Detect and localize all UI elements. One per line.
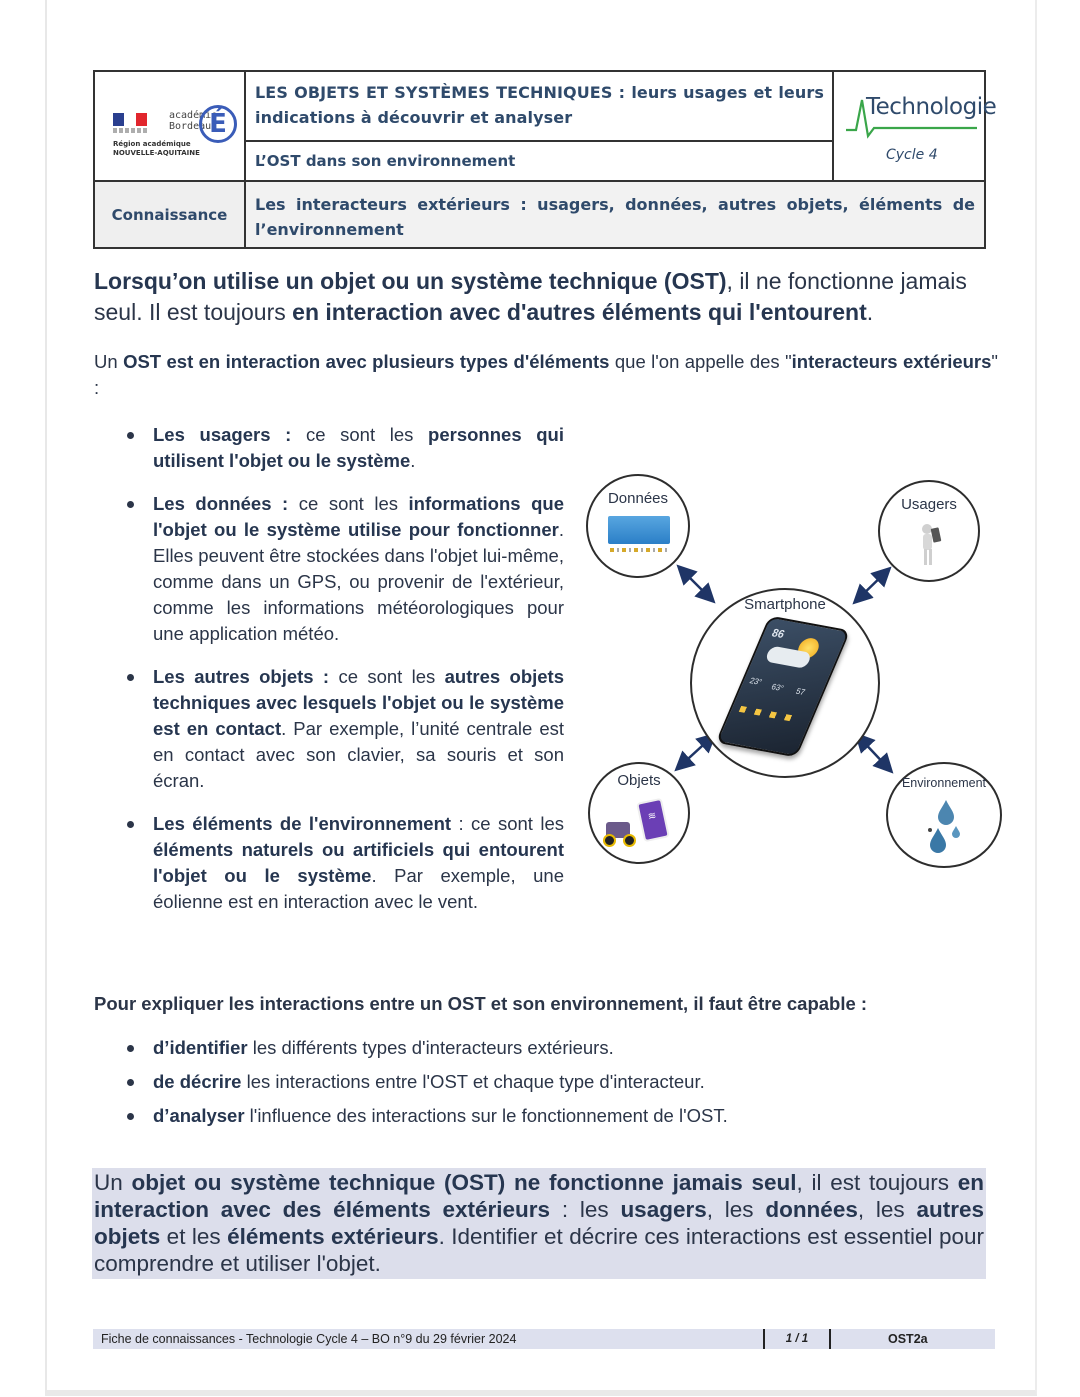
- cycle-label: Cycle 4: [886, 147, 938, 163]
- skills-list: [124, 1036, 924, 1138]
- node-smartphone: Smartphone 86 23° 63° 57: [690, 588, 880, 778]
- footer-document-info: Fiche de connaissances - Technologie Cycle 4 – BO n°9 du 29 février 2024: [101, 1332, 517, 1346]
- academy-logo: [95, 72, 246, 182]
- header-subtitle-cell: [246, 142, 834, 182]
- user-figure-icon: [914, 522, 948, 568]
- header-table: [93, 70, 997, 249]
- list-item-autres-objets: Les autres objets : ce sont les autres objets techniques avec lesquels l'objet ou le système est en contact. Par exemple, l’unité centrale est en contact avec son clavier, sa souris et son écran.: [124, 664, 564, 794]
- academy-name: académie Bordeaux: [169, 110, 218, 132]
- republic-caption: [113, 128, 149, 133]
- weather-data-icon: [608, 516, 670, 544]
- knowledge-text-cell: [246, 182, 984, 247]
- phone-wifi-icon: ≋: [636, 798, 670, 843]
- water-drops-icon: [924, 798, 968, 854]
- node-environnement: Environnement: [886, 762, 1002, 868]
- node-objets: Objets ≋: [588, 762, 690, 864]
- french-flag-icon: [113, 113, 147, 126]
- node-donnees: Données: [586, 474, 690, 578]
- knowledge-label: Connaissance: [111, 205, 228, 224]
- knowledge-text: Les interacteurs extérieurs : usagers, données, autres objets, éléments de l’environnement: [255, 195, 975, 239]
- robot-car-icon: [606, 822, 630, 838]
- intro-paragraph: Lorsqu’on utilise un objet ou un système technique (OST), il ne fonctionne jamais seul. Il est toujours en interaction avec d'autres éléments qui l'entourent.: [94, 268, 967, 325]
- region-name: Région académique NOUVELLE-AQUITAINE: [113, 140, 200, 157]
- node-usagers: Usagers: [878, 480, 980, 582]
- skill-item: de décrire les interactions entre l'OST et chaque type d'interacteur.: [124, 1070, 924, 1104]
- weather-data-strip: [610, 548, 668, 552]
- footer-document-code: OST2a: [888, 1332, 928, 1346]
- interactor-list: [124, 422, 564, 932]
- page-footer: [93, 1329, 995, 1349]
- skill-item: d’identifier les différents types d'interacteurs extérieurs.: [124, 1036, 924, 1070]
- academy-e-icon: É: [199, 105, 237, 143]
- page-title: LES OBJETS ET SYSTÈMES TECHNIQUES : leurs usages et leurs indications à découvrir et analyser: [255, 83, 824, 127]
- definition-paragraph: Un OST est en interaction avec plusieurs types d'éléments que l'on appelle des "interacteurs extérieurs" :: [94, 351, 998, 398]
- skills-heading: Pour expliquer les interactions entre un OST et son environnement, il faut être capable :: [94, 993, 868, 1014]
- brand-name: Technologie: [866, 94, 997, 120]
- list-item-environnement: Les éléments de l'environnement : ce sont les éléments naturels ou artificiels qui entourent l'objet ou le système. Par exemple, une éolienne est en interaction avec le vent.: [124, 811, 564, 915]
- smartphone-weather-icon: 86 23° 63° 57: [715, 616, 850, 758]
- page-subtitle: L’OST dans son environnement: [255, 152, 516, 170]
- footer-page-number: 1 / 1: [763, 1329, 831, 1349]
- list-item-usagers: Les usagers : ce sont les personnes qui utilisent l'objet ou le système.: [124, 422, 564, 474]
- summary-box: Un objet ou système technique (OST) ne fonctionne jamais seul, il est toujours en interaction avec des éléments extérieurs : les usagers, les données, les autres objets et les éléments extérieurs. Identifier et décrire ces interactions est essentiel pour comprendre et utiliser l'objet.: [92, 1168, 986, 1279]
- knowledge-label-cell: [95, 182, 246, 247]
- list-item-donnees: Les données : ce sont les informations que l'objet ou le système utilise pour fonctionner. Elles peuvent être stockées dans l'objet lui-même, comme dans un GPS, ou provenir de l'extérieur, comme les informations météorologiques pour une application météo.: [124, 491, 564, 647]
- skill-item: d’analyser l'influence des interactions sur le fonctionnement de l'OST.: [124, 1104, 924, 1138]
- technologie-logo: [834, 72, 997, 182]
- interactors-diagram: [580, 470, 1010, 870]
- header-title-cell: [246, 72, 834, 142]
